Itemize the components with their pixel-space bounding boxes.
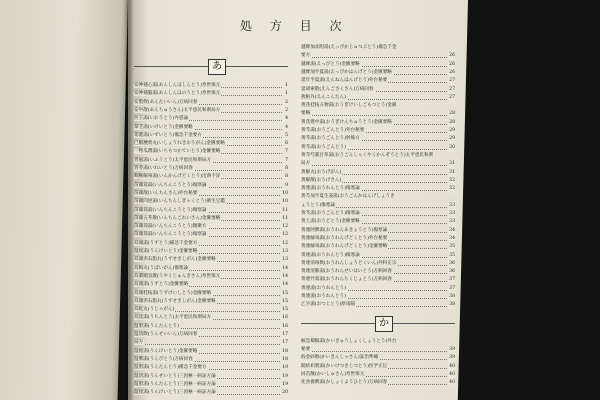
entry-title: 黄解散(おうげさん) xyxy=(301,177,342,183)
toc-entry xyxy=(301,185,455,193)
entry-page-number: 36 xyxy=(449,260,455,266)
section-heading: あ xyxy=(208,59,226,75)
entry-page-number: 36 xyxy=(449,269,455,275)
toc-entry xyxy=(134,314,288,322)
entry-title: 黄解丸(おうげがん) xyxy=(301,169,342,175)
toc-entry xyxy=(134,140,288,148)
toc-entry xyxy=(134,281,288,289)
entry-page-number: 9 xyxy=(285,182,288,188)
toc-entry xyxy=(134,165,288,173)
entry-page-number: 16 xyxy=(282,315,288,321)
entry-page-number: 17 xyxy=(282,340,288,346)
entry-title: 温胆湯(うんたんとう)備急千金要方 xyxy=(134,365,207,371)
entry-page-number: 26 xyxy=(449,53,455,59)
entry-title: 越婢加朮附湯(えっぴかじゅつぶとう)備急千金 xyxy=(301,45,397,50)
entry-page-number: 4 xyxy=(285,124,288,130)
entry-title: 医王湯(いおうとう)弁惑論 xyxy=(134,116,189,122)
entry-page-number: 37 xyxy=(449,277,455,283)
toc-entry xyxy=(301,285,455,293)
entry-title: 黄芩湯(おうごんとう)外台秘要 xyxy=(301,128,365,133)
entry-page-number: 19 xyxy=(282,381,288,387)
toc-entry xyxy=(301,135,455,143)
entry-title: 黄芪建中湯(おうぎけんちゅうとう)金匱要略 xyxy=(301,119,392,125)
entry-page-number: 35 xyxy=(449,244,455,250)
entry-title: 烏頭湯(うずとう)金匱要略 xyxy=(134,282,189,288)
toc-entry xyxy=(301,61,455,69)
toc-entry xyxy=(134,207,288,215)
toc-entry xyxy=(134,82,288,90)
entry-page-number: 12 xyxy=(282,224,288,230)
toc-entry xyxy=(134,364,288,372)
toc-entry xyxy=(301,44,455,52)
entry-title: 安中散(あんちゅうさん)太平恵民和剤局方 xyxy=(134,107,221,113)
entry-title: 回首散(かいしゅさん)寿世保元 xyxy=(301,371,365,377)
entry-title: 黄芪桂枝五物湯(おうぎけいしごもつとう)金匱 xyxy=(301,103,397,109)
entry-title: 烏頭赤石脂丸(うずせきしがん)金匱要略 xyxy=(134,257,216,263)
entry-title: 胃苓湯(いれいとう)万病回春 xyxy=(134,166,193,171)
entry-title: 萎蕤湯(いずいとう)備急千金要方 xyxy=(134,132,202,138)
entry-page-number: 38 xyxy=(449,302,455,308)
entry-page-number: 10 xyxy=(282,190,288,196)
entry-page-number: 29 xyxy=(449,136,455,142)
entry-page-number: 14 xyxy=(282,265,288,271)
entry-title: 黄芩加半夏生姜湯(おうごんかはんげしょうき xyxy=(301,194,395,200)
entry-title: 茵蔯蒿湯(いんちんこうとう)傷寒論 xyxy=(134,232,207,238)
toc-entry xyxy=(134,356,288,364)
entry-page-number: 26 xyxy=(449,69,455,75)
entry-page-number: 40 xyxy=(449,380,455,386)
toc-entry xyxy=(301,52,455,60)
toc-entry xyxy=(301,260,455,268)
entry-title: 葦茎湯(いけいとう)金匱要略 xyxy=(134,124,193,130)
entry-page-number: 12 xyxy=(282,240,288,246)
toc-entry xyxy=(134,240,288,248)
entry-page-number: 34 xyxy=(449,235,455,241)
entry-title: 黄連湯(おうれんとう) xyxy=(301,285,346,291)
entry-title: 烏蛇丸(うじゃがん) xyxy=(134,307,175,313)
entry-page-number: 37 xyxy=(449,285,455,291)
toc-entry xyxy=(134,273,288,281)
entry-title: 烏梅丸(うばいがん)傷寒論 xyxy=(134,265,189,271)
entry-page-number: 18 xyxy=(282,348,288,354)
entry-page-number: 14 xyxy=(282,273,288,279)
toc-entry xyxy=(134,381,288,389)
entry-title: 温経湯(うんけいとう)金匱要略 xyxy=(134,348,198,354)
leader-dots xyxy=(301,57,449,58)
entry-title: 乙字湯(おつじとう)原南陽 xyxy=(301,302,356,308)
entry-title: 黄連清肺湯(おうれんせいはいとう)万病回春 xyxy=(301,269,392,275)
toc-entry xyxy=(301,202,455,210)
toc-entry xyxy=(301,110,455,118)
entry-title: 烏薬順気散(うやくじゅんきさん)寿世保元 xyxy=(134,273,221,279)
entry-page-number: 1 xyxy=(285,83,288,88)
entry-title: 黄連竹茹湯(おうれんちくじょとう)万病回春 xyxy=(301,277,392,283)
entry-title: 安神補心湯(あんしんほしんとう)寿世保元 xyxy=(134,83,221,88)
entry-page-number: 28 xyxy=(449,119,455,125)
toc-entry xyxy=(134,132,288,140)
entry-title: 安神補腦湯(あんしんほのうとう)寿世保元 xyxy=(134,91,221,97)
entry-page-number: 19 xyxy=(282,365,288,371)
entry-page-number: 1 xyxy=(285,91,288,97)
toc-entry xyxy=(134,124,288,132)
entry-title: 黄連湯(おうれんとう)傷寒論 xyxy=(301,186,360,192)
leader-dots xyxy=(134,344,282,345)
toc-entry xyxy=(134,248,288,256)
entry-title: 黄連湯(おうれんとう)傷寒論 xyxy=(301,252,360,258)
toc-entry xyxy=(301,152,455,160)
entry-title: 越婢加半夏湯(えっぴかはんげとう)金匱要略 xyxy=(301,69,392,75)
toc-entry xyxy=(134,265,288,273)
entry-page-number: 17 xyxy=(282,332,288,337)
entry-title: 咽喉解毒湯(いんかんげどくとう)出典不詳 xyxy=(134,174,221,180)
toc-entry xyxy=(134,90,288,98)
toc-entry xyxy=(301,193,455,201)
entry-title: 一物瓜蔕湯(いちもつかていとう)金匱要略 xyxy=(134,149,221,155)
entry-title: 黄連消毒飲(おうれんしょうどくいん)外科正宗 xyxy=(301,260,397,266)
entry-title: 延年半夏湯(えんねんはんげとう)外台秘要 xyxy=(301,78,388,84)
entry-page-number: 27 xyxy=(449,78,455,84)
toc-entry xyxy=(134,99,288,107)
entry-title: 局方 xyxy=(301,161,311,167)
entry-title: 黄土湯(おうどとう)金匱要略 xyxy=(301,219,360,225)
entry-page-number: 11 xyxy=(282,207,288,213)
toc-entry xyxy=(301,354,455,362)
entry-title: ょうとう)傷寒論 xyxy=(301,202,335,208)
toc-entry xyxy=(134,373,288,381)
entry-page-number: 6 xyxy=(285,141,288,147)
entry-title: 延胡索散(えんごさくさん)万病回春 xyxy=(301,86,374,92)
entry-page-number: 4 xyxy=(285,116,288,122)
entry-page-number: 13 xyxy=(282,257,288,263)
toc-entry xyxy=(301,301,455,309)
entry-title: 開結枳實湯(かいけつきじつとう)医学正伝 xyxy=(301,363,388,369)
entry-page-number: 39 xyxy=(449,346,455,352)
entry-page-number: 33 xyxy=(449,211,455,216)
entry-title: 烏頭赤石脂丸(うずせきしがん)金匱要略 xyxy=(134,298,216,304)
toc-entry xyxy=(134,190,288,198)
toc-entry xyxy=(134,215,288,223)
toc-entry xyxy=(134,223,288,231)
toc-entry xyxy=(301,127,455,135)
toc-entry xyxy=(134,339,288,347)
toc-entry xyxy=(301,94,455,102)
toc-entry xyxy=(134,173,288,181)
entry-page-number: 34 xyxy=(449,227,455,233)
entry-page-number: 31 xyxy=(449,169,455,175)
toc-entry xyxy=(301,379,455,387)
entry-title: 温経湯(うんけいとう)三因極一病証方論 xyxy=(134,390,216,396)
toc-entry xyxy=(134,331,288,339)
entry-page-number: 40 xyxy=(449,371,455,377)
entry-title: 化食養脾湯(かしょくようひとう)万病回春 xyxy=(301,380,388,386)
entry-page-number: 5 xyxy=(285,132,288,138)
entry-page-number: 28 xyxy=(449,111,455,117)
entry-page-number: 7 xyxy=(285,149,288,155)
entry-page-number: 12 xyxy=(282,232,288,238)
entry-page-number: 2 xyxy=(285,107,288,113)
toc-entry xyxy=(134,306,288,314)
entry-page-number: 39 xyxy=(449,355,455,361)
entry-title: 茵蔯五苓散(いんちんごれいさん)金匱要略 xyxy=(134,215,221,221)
toc-entry xyxy=(301,276,455,284)
entry-page-number: 33 xyxy=(449,219,455,225)
entry-title: 黄芩湯(おうごんとう) xyxy=(301,144,346,150)
entry-title: 温清飲(うんせいいん)万病回春 xyxy=(134,332,198,337)
toc-entry xyxy=(134,107,288,115)
toc-entry xyxy=(134,157,288,165)
entry-page-number: 35 xyxy=(449,252,455,258)
toc-entry xyxy=(301,227,455,235)
entry-page-number: 19 xyxy=(282,373,288,379)
entry-page-number: 14 xyxy=(282,282,288,288)
toc-entry xyxy=(134,389,288,397)
toc-entry xyxy=(301,144,455,152)
page-title: 処 方 目 次 xyxy=(240,19,349,33)
toc-entry xyxy=(301,102,455,110)
toc-entry xyxy=(134,298,288,306)
left-page-edge xyxy=(0,0,128,400)
entry-title: 温経湯(うんけいとう)金匱要略 xyxy=(134,249,198,254)
toc-entry xyxy=(134,231,288,239)
toc-entry xyxy=(301,218,455,226)
toc-entry xyxy=(301,243,455,251)
entry-title: 黄芩湯(おうごんとう)肘後方 xyxy=(301,136,360,142)
toc-entry xyxy=(134,256,288,264)
toc-entry xyxy=(134,148,288,156)
entry-page-number: 40 xyxy=(449,363,455,369)
toc-entry xyxy=(301,119,455,127)
entry-page-number: 10 xyxy=(282,199,288,205)
entry-page-number: 20 xyxy=(282,390,288,396)
entry-title: 烏頭湯(うずとう)備急千金要方 xyxy=(134,240,198,246)
entry-title: 秘要 xyxy=(301,346,311,352)
entry-page-number: 27 xyxy=(449,86,455,92)
toc-entry xyxy=(301,177,455,185)
toc-entry xyxy=(134,290,288,298)
entry-page-number: 32 xyxy=(449,186,455,192)
toc-entry xyxy=(301,69,455,77)
toc-entry xyxy=(301,293,455,301)
entry-page-number: 16 xyxy=(282,323,288,329)
entry-title: 海金砂散(かいきんしゃさん)証治準縄 xyxy=(301,355,379,361)
toc-entry xyxy=(301,235,455,243)
toc-entry xyxy=(301,338,455,346)
entry-title: 局方 xyxy=(134,340,144,346)
entry-title: 黄連阿膠湯(おうれんあきょうとう)傷寒論 xyxy=(301,227,388,233)
entry-page-number: 18 xyxy=(282,356,288,362)
entry-page-number: 11 xyxy=(282,215,288,221)
toc-entry xyxy=(301,363,455,371)
entry-page-number: 7 xyxy=(285,157,288,163)
leader-dots xyxy=(301,165,449,166)
toc-entry xyxy=(134,323,288,331)
entry-title: 黄連解毒湯(おうれんげどくとう)金匱要略 xyxy=(301,244,388,250)
entry-title: 越婢湯(えっぴとう)金匱要略 xyxy=(301,61,360,67)
toc-entry xyxy=(301,371,455,379)
entry-page-number: 13 xyxy=(282,249,288,254)
entry-title: 温脾湯(うんぴとう)万病回春 xyxy=(134,356,193,362)
entry-title: 黄連湯(おうれんとう) xyxy=(301,294,346,299)
toc-entry xyxy=(134,198,288,206)
entry-title: 黄芩湯(おうごんとう)傷寒論 xyxy=(301,211,360,216)
entry-title: 温清湯(うんせいとう)三因極一病証方論 xyxy=(134,373,216,379)
entry-title: 温胆湯(うんたんとう)三因極一病証方論 xyxy=(134,381,216,387)
entry-page-number: 15 xyxy=(282,307,288,313)
entry-title: 安胎飲(あんたいいん)万病回春 xyxy=(134,99,198,105)
entry-page-number: 8 xyxy=(285,174,288,180)
entry-title: 黄芩芍薬甘草湯(おうごんしゃくやくかんぞうとう)太平恵民和剤 xyxy=(301,152,434,158)
entry-page-number: 32 xyxy=(449,177,455,183)
entry-page-number: 30 xyxy=(449,144,455,150)
entry-title: 烏頭桂枝湯(うずけいしとう)金匱要略 xyxy=(134,290,212,296)
entry-title: 要方 xyxy=(301,53,311,59)
entry-title: 燕根丹(えんこんたん) xyxy=(301,94,346,100)
entry-page-number: 38 xyxy=(449,294,455,299)
entry-title: 胃風湯(いふうとう)太平恵民和剤局方 xyxy=(134,157,212,163)
toc-entry xyxy=(134,115,288,123)
toc-entry xyxy=(134,182,288,190)
entry-title: 茵蔯蒿湯(いんちんこうとう)傷寒論 xyxy=(134,207,207,213)
toc-entry xyxy=(134,348,288,356)
entry-page-number: 26 xyxy=(449,61,455,67)
entry-title: 已椒藶黄丸(いしょうれきおうがん)金匱要略 xyxy=(134,141,225,147)
toc-entry xyxy=(301,268,455,276)
toc-entry xyxy=(301,346,455,354)
entry-title: 茵蔯四逆湯(いんちんしぎゃくとう)衛生宝鑑 xyxy=(134,199,225,205)
leader-dots xyxy=(301,115,449,116)
entry-title: 要略 xyxy=(301,111,311,117)
toc-entry xyxy=(301,169,455,177)
entry-page-number: 15 xyxy=(282,298,288,304)
entry-page-number: 33 xyxy=(449,202,455,208)
toc-entry xyxy=(301,77,455,85)
toc-entry xyxy=(301,160,455,168)
entry-title: 温胆湯(うんたんとう) xyxy=(134,323,179,329)
entry-page-number: 2 xyxy=(285,99,288,105)
book-gutter xyxy=(124,0,134,400)
entry-title: 黄連解毒湯(おうれんげどくとう)外台秘要 xyxy=(301,235,388,241)
entry-page-number: 8 xyxy=(285,166,288,171)
entry-page-number: 27 xyxy=(449,94,455,100)
entry-page-number: 29 xyxy=(449,128,455,133)
entry-page-number: 31 xyxy=(449,161,455,167)
entry-title: 茵蔯散(いんちんさん)外台秘要 xyxy=(134,190,198,196)
toc-entry xyxy=(301,252,455,260)
toc-entry xyxy=(301,86,455,94)
entry-title: 茵蔯蒿湯(いんちんこうとう)傷寒論 xyxy=(134,182,207,188)
toc-entry xyxy=(301,210,455,218)
entry-title: 烏沈湯(うちんとう)太平恵民和剤局方 xyxy=(134,315,212,321)
entry-title: 茵蔯蒿湯(いんちんこうとう)類聚方 xyxy=(134,224,207,230)
entry-page-number: 15 xyxy=(282,290,288,296)
section-heading: か xyxy=(375,316,393,332)
entry-title: 解急蜀椒湯(かいきゅうしょくしょうとう)外台 xyxy=(301,338,397,344)
leader-dots xyxy=(301,351,449,352)
